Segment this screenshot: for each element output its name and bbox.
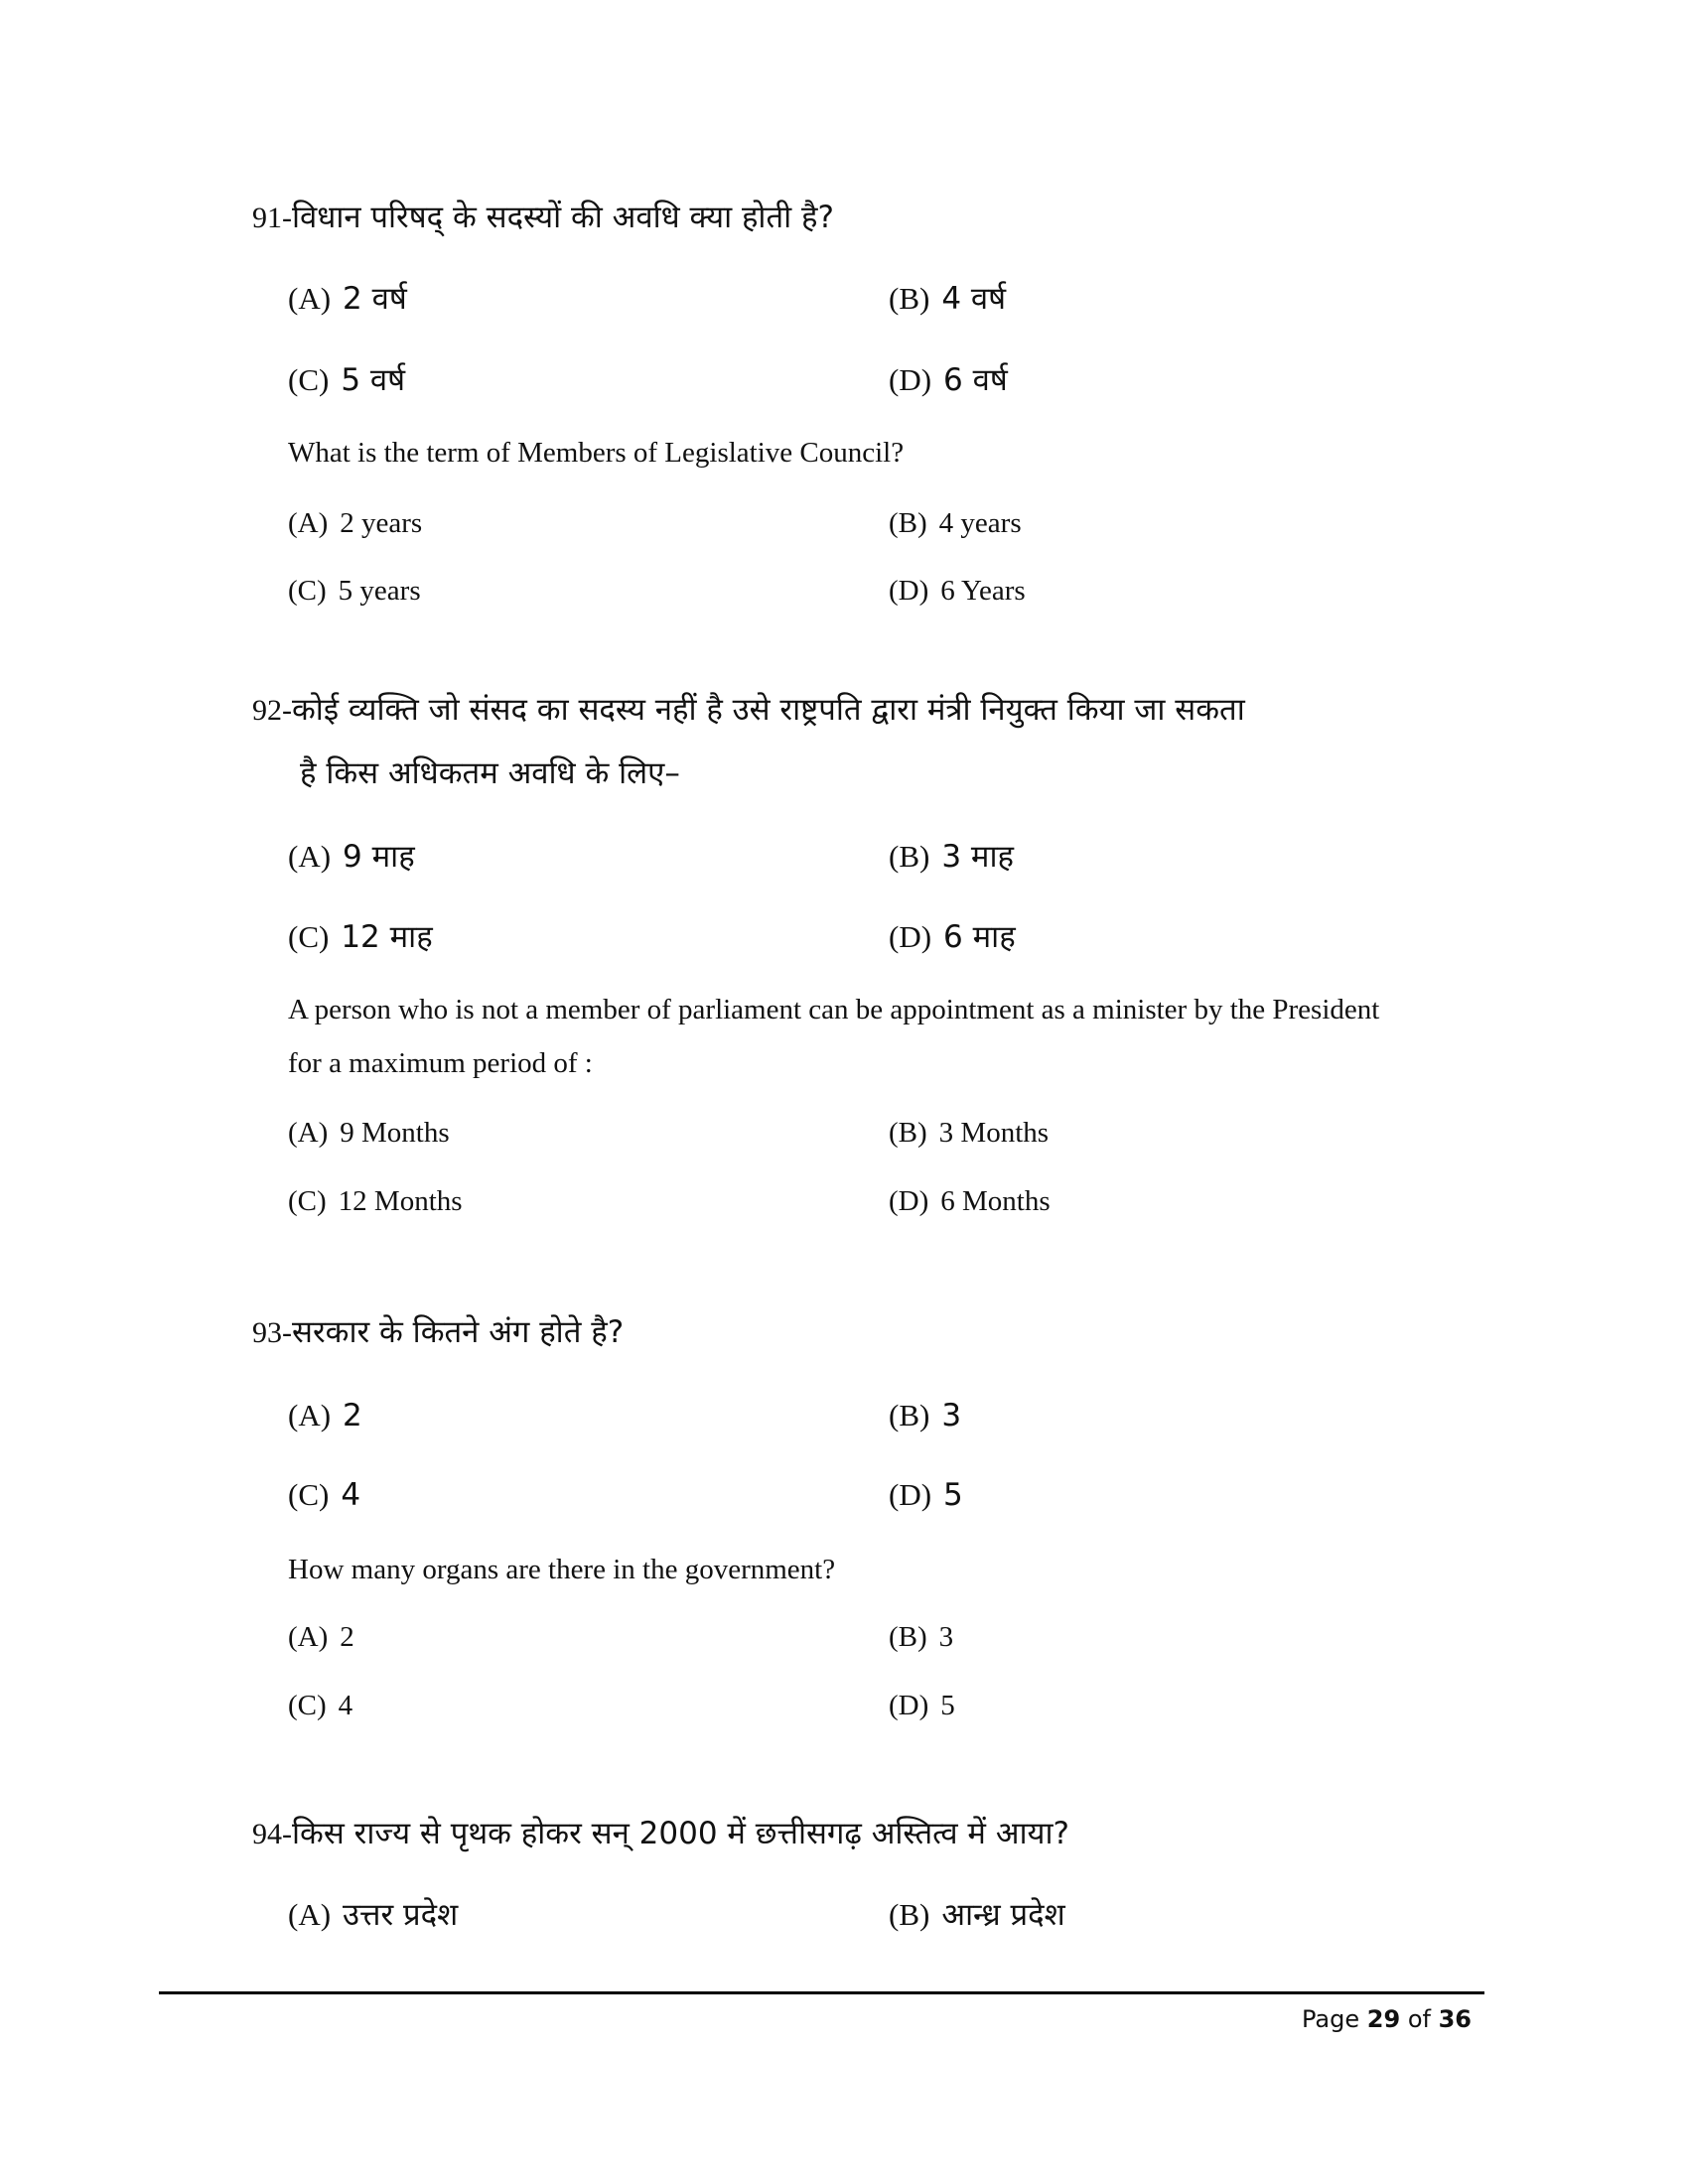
option-text: 3 xyxy=(938,1621,954,1653)
option-d xyxy=(889,1692,955,1720)
option-c xyxy=(288,1187,463,1216)
footer-divider xyxy=(159,1991,1484,1994)
option-text: 6 Months xyxy=(940,1185,1051,1217)
option-label: (C) xyxy=(288,1690,327,1721)
option-d xyxy=(889,1479,963,1511)
question-text: विधान परिषद् के सदस्यों की अवधि क्या होती है? xyxy=(292,200,834,235)
option-text: उत्तर प्रदेश xyxy=(343,1897,459,1933)
option-label: (B) xyxy=(889,839,930,874)
option-label: (D) xyxy=(889,919,932,954)
question-number: 92- xyxy=(252,694,292,727)
option-label: (B) xyxy=(889,281,930,316)
question-text: सरकार के कितने अंग होते है? xyxy=(292,1314,625,1350)
option-text: 5 years xyxy=(338,575,421,607)
option-label: (C) xyxy=(288,575,327,607)
option-d xyxy=(889,921,1016,953)
question-number: 94- xyxy=(252,1818,292,1850)
option-text: 2 xyxy=(343,1398,362,1433)
option-text: 9 Months xyxy=(340,1117,450,1149)
option-text: 6 Years xyxy=(940,575,1026,607)
option-text: आन्ध्र प्रदेश xyxy=(941,1897,1065,1933)
option-label: (D) xyxy=(889,1690,929,1721)
option-text: 6 माह xyxy=(943,919,1016,955)
option-label: (D) xyxy=(889,362,932,397)
question-hindi xyxy=(252,1816,1069,1851)
option-text: 3 माह xyxy=(941,839,1014,875)
option-text: 2 xyxy=(340,1621,354,1653)
option-text: 9 माह xyxy=(343,839,415,875)
option-label: (C) xyxy=(288,919,330,954)
option-a xyxy=(288,1623,354,1652)
option-label: (C) xyxy=(288,362,330,397)
question-number: 91- xyxy=(252,202,292,234)
option-label: (A) xyxy=(288,1897,332,1932)
page-number xyxy=(1302,2005,1472,2033)
option-label: (C) xyxy=(288,1477,330,1512)
option-text: 4 xyxy=(341,1477,361,1513)
option-d xyxy=(889,577,1026,606)
option-label: (B) xyxy=(889,1621,927,1653)
option-a xyxy=(288,1899,458,1931)
question-hindi xyxy=(252,200,834,235)
option-text: 2 वर्ष xyxy=(343,281,407,317)
option-c xyxy=(288,1692,352,1720)
question-hindi xyxy=(252,1314,625,1350)
option-label: (D) xyxy=(889,1477,932,1512)
question-hindi-line2: है किस अधिकतम अवधि के लिए– xyxy=(300,755,680,791)
option-text: 12 माह xyxy=(341,919,433,955)
option-label: (A) xyxy=(288,281,332,316)
option-b xyxy=(889,1119,1049,1148)
question-number: 93- xyxy=(252,1316,292,1349)
option-a xyxy=(288,509,422,538)
option-b xyxy=(889,509,1022,538)
option-b xyxy=(889,1899,1065,1931)
option-label: (A) xyxy=(288,507,329,539)
option-label: (A) xyxy=(288,1621,329,1653)
option-text: 4 years xyxy=(938,507,1022,539)
option-text: 3 Months xyxy=(938,1117,1050,1149)
question-english: What is the term of Members of Legislative Council? xyxy=(288,437,905,469)
option-b xyxy=(889,841,1014,873)
option-d xyxy=(889,364,1008,396)
option-label: (D) xyxy=(889,1185,929,1217)
current-page: 29 xyxy=(1366,2005,1401,2033)
option-d xyxy=(889,1187,1051,1216)
question-english: A person who is not a member of parliament can be appointment as a minister by the President xyxy=(288,994,1380,1025)
option-label: (B) xyxy=(889,1398,930,1433)
question-text: कोई व्यक्ति जो संसद का सदस्य नहीं है उसे राष्ट्रपति द्वारा मंत्री नियुक्त किया जा सकता xyxy=(292,692,1245,728)
of-word: of xyxy=(1407,2005,1431,2033)
option-c xyxy=(288,1479,360,1511)
option-c xyxy=(288,921,433,953)
option-a xyxy=(288,841,415,873)
option-text: 12 Months xyxy=(338,1185,463,1217)
option-a xyxy=(288,1400,362,1432)
option-text: 4 xyxy=(338,1690,353,1721)
option-b xyxy=(889,1400,961,1432)
option-b xyxy=(889,1623,953,1652)
question-text: किस राज्य से पृथक होकर सन् 2000 में छत्तीसगढ़ अस्तित्व में आया? xyxy=(292,1816,1069,1851)
option-c xyxy=(288,577,421,606)
option-text: 3 xyxy=(941,1398,962,1433)
question-english: How many organs are there in the government? xyxy=(288,1554,836,1585)
option-b xyxy=(889,283,1006,315)
option-c xyxy=(288,364,405,396)
option-label: (A) xyxy=(288,839,332,874)
total-pages: 36 xyxy=(1438,2005,1472,2033)
question-hindi xyxy=(252,692,1245,728)
option-a xyxy=(288,1119,450,1148)
option-label: (A) xyxy=(288,1398,332,1433)
option-text: 4 वर्ष xyxy=(941,281,1007,317)
option-text: 5 वर्ष xyxy=(341,362,406,398)
option-label: (C) xyxy=(288,1185,327,1217)
option-label: (B) xyxy=(889,1897,930,1932)
option-text: 2 years xyxy=(340,507,423,539)
option-label: (D) xyxy=(889,575,929,607)
option-text: 5 xyxy=(943,1477,963,1513)
question-english-line2: for a maximum period of : xyxy=(288,1047,593,1079)
option-a xyxy=(288,283,407,315)
option-text: 6 वर्ष xyxy=(943,362,1008,398)
option-text: 5 xyxy=(940,1690,955,1721)
option-label: (A) xyxy=(288,1117,329,1149)
option-label: (B) xyxy=(889,1117,927,1149)
option-label: (B) xyxy=(889,507,927,539)
page-word: Page xyxy=(1302,2005,1360,2033)
